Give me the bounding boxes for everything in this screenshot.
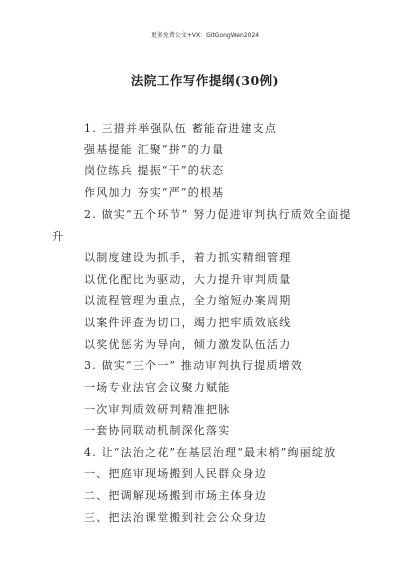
body-line: 作风加力 夯实“严”的根基 — [84, 186, 225, 199]
body-line: 强基提能 汇聚“拼”的力量 — [84, 143, 225, 156]
body-line: 升 — [52, 230, 65, 243]
body-line: 以案件评查为切口，竭力把牢质效底线 — [84, 316, 292, 329]
body-line: 一场专业法官会议聚力赋能 — [84, 381, 231, 394]
body-line: 一、把庭审现场搬到人民群众身边 — [84, 467, 267, 480]
body-line: 一套协同联动机制深化落实 — [84, 424, 231, 437]
body-line: 以优化配比为驱动，大力提升审判质量 — [84, 273, 292, 286]
body-line: 4. 让“法治之花”在基层治理“最末梢”绚丽绽放 — [84, 446, 337, 459]
body-line: 1. 三措并举强队伍 蓄能奋进建支点 — [84, 122, 278, 135]
body-line: 3. 做实“三个一” 推动审判执行提质增效 — [84, 359, 303, 372]
body-line: 一次审判质效研判精准把脉 — [84, 403, 231, 416]
header-note: 更多免费公文+VX：GitGongWen2024 — [150, 32, 260, 39]
body-line: 以制度建设为抓手，着力抓实精细管理 — [84, 251, 292, 264]
body-line: 以流程管理为重点，全力缩短办案周期 — [84, 294, 292, 307]
body-line: 2. 做实“五个环节” 努力促进审判执行质效全面提 — [84, 208, 352, 221]
body-line: 二、把调解现场搬到市场主体身边 — [84, 489, 267, 502]
body-line: 以奖优惩劣为导向，倾力激发队伍活力 — [84, 338, 292, 351]
body-line: 岗位练兵 提振“干”的状态 — [84, 164, 225, 177]
body-line: 三、把法治课堂搬到社会公众身边 — [84, 511, 267, 524]
document-title: 法院工作写作提纲(30例) — [130, 73, 280, 88]
